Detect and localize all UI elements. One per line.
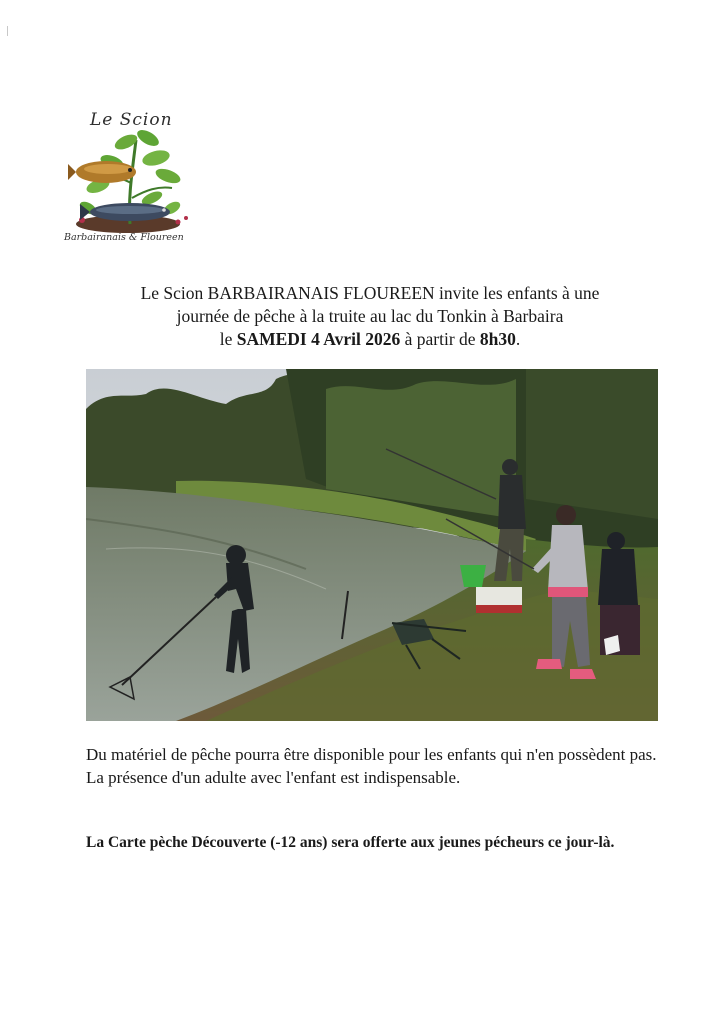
info-paragraph [86,743,666,789]
logo-subtitle: Barbairanais & Floureen [64,232,184,243]
intro-line-2: journée de pêche à la truite au lac du Tonkin à Barbaira [176,306,564,326]
fishing-card-note: La Carte pèche Découverte (-12 ans) sera offerte aux jeunes pécheurs ce jour-là. [86,834,615,851]
event-date: SAMEDI 4 Avril 2026 [236,329,401,349]
club-logo [62,108,202,254]
intro-line-1: Le Scion BARBAIRANAIS FLOUREEN invite les enfants à une [140,283,600,303]
event-time: 8h30 [479,329,516,349]
intro-paragraph [70,282,670,351]
adult-presence-required: La présence d'un adulte avec l'enfant est indispensable. [86,768,461,787]
fishing-photo [86,369,658,721]
intro-line-3 [70,328,670,351]
scan-artifact [7,26,8,36]
equipment-availability: Du matériel de pêche pourra être disponible pour les enfants qui n'en possèdent pas. [86,745,657,764]
intro-prefix: le [219,329,237,349]
intro-suffix: . [515,329,521,349]
logo-illustration [68,128,198,236]
intro-middle: à partir de [400,329,480,349]
logo-title: Le Scion [90,110,173,130]
